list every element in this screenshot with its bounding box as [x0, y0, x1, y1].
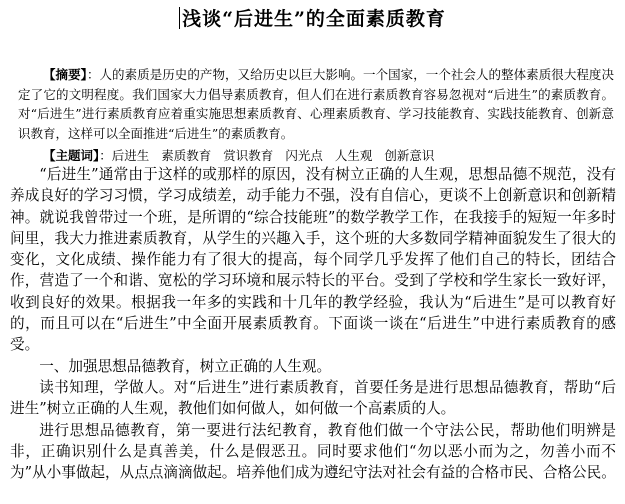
keyword: 创新意识 — [384, 148, 435, 163]
paragraph: 进行思想品德教育，第一要进行法纪教育，教育他们做一个守法公民，帮助他们明辨是非，正确识别什么是真善美，什么是假恶丑。同时要求他们“勿以恶小而为之，勿善小而不为”从小事做起，从点点滴滴做起。培养他们成为遵纪守法对社会有益的合格市民、合格公民。 — [10, 421, 616, 482]
abstract — [18, 65, 614, 143]
text-cursor — [179, 7, 180, 29]
keyword: 人生观 — [334, 148, 373, 163]
document-title — [0, 6, 625, 32]
abstract-label: 【摘要】 — [43, 67, 87, 82]
keywords-label: 【主题词】 — [43, 148, 100, 163]
keyword: 闪光点 — [285, 148, 323, 163]
paragraph: “后进生”通常由于这样的或那样的原因，没有树立正确的人生观，思想品德不规范，没有养成良好的学习习惯，学习成绩差，动手能力不强，没有自信心，更谈不上创新意识和创新精神。就说我曾带过一个班，是所谓的“综合技能班”的数学教学工作，在我接手的短短一年多时间里，我大力推进素质教育，从学生的兴趣入手，这个班的大多数同学精神面貌发生了很大的变化，文化成绩、操作能力有了很大的提高，每个同学几乎发挥了他们自己的特长，团结合作，营造了一个和谐、宽松的学习环境和展示特长的平台。受到了学校和学生家长一致好评，收到良好的效果。根据我一年多的实践和十几年的教学经验，我认为“后进生”是可以教育好的，而且可以在“后进生”中全面开展素质教育。下面谈一谈在“后进生”中进行素质教育的感受。 — [10, 166, 616, 354]
title-text: 浅谈“后进生”的全面素质教育 — [182, 8, 446, 30]
section-heading: 一、加强思想品德教育，树立正确的人生观。 — [39, 357, 332, 375]
body-text — [10, 164, 616, 483]
keyword: 赏识教育 — [223, 148, 274, 163]
keywords-line — [18, 146, 614, 165]
paragraph: 读书知理，学做人。对“后进生”进行素质教育，首要任务是进行思想品德教育，帮助“后进生”树立正确的人生观，教他们如何做人，如何做一个高素质的人。 — [10, 378, 616, 418]
abstract-text: ：人的素质是历史的产物，又给历史以巨大影响。一个国家，一个社会人的整体素质很大程度决定了它的文明程度。我们国家大力倡导素质教育，但人们在进行素质教育容易忽视对“后进生”的素质教育。对“后进生”进行素质教育应着重实施思想素质教育、心理素质教育、学习技能教育、实践技能教育、创新意识教育，这样可以全面推进“后进生”的素质教育。 — [18, 67, 614, 141]
keyword: 素质教育 — [161, 148, 212, 163]
keyword: ：后进生 — [99, 148, 150, 163]
